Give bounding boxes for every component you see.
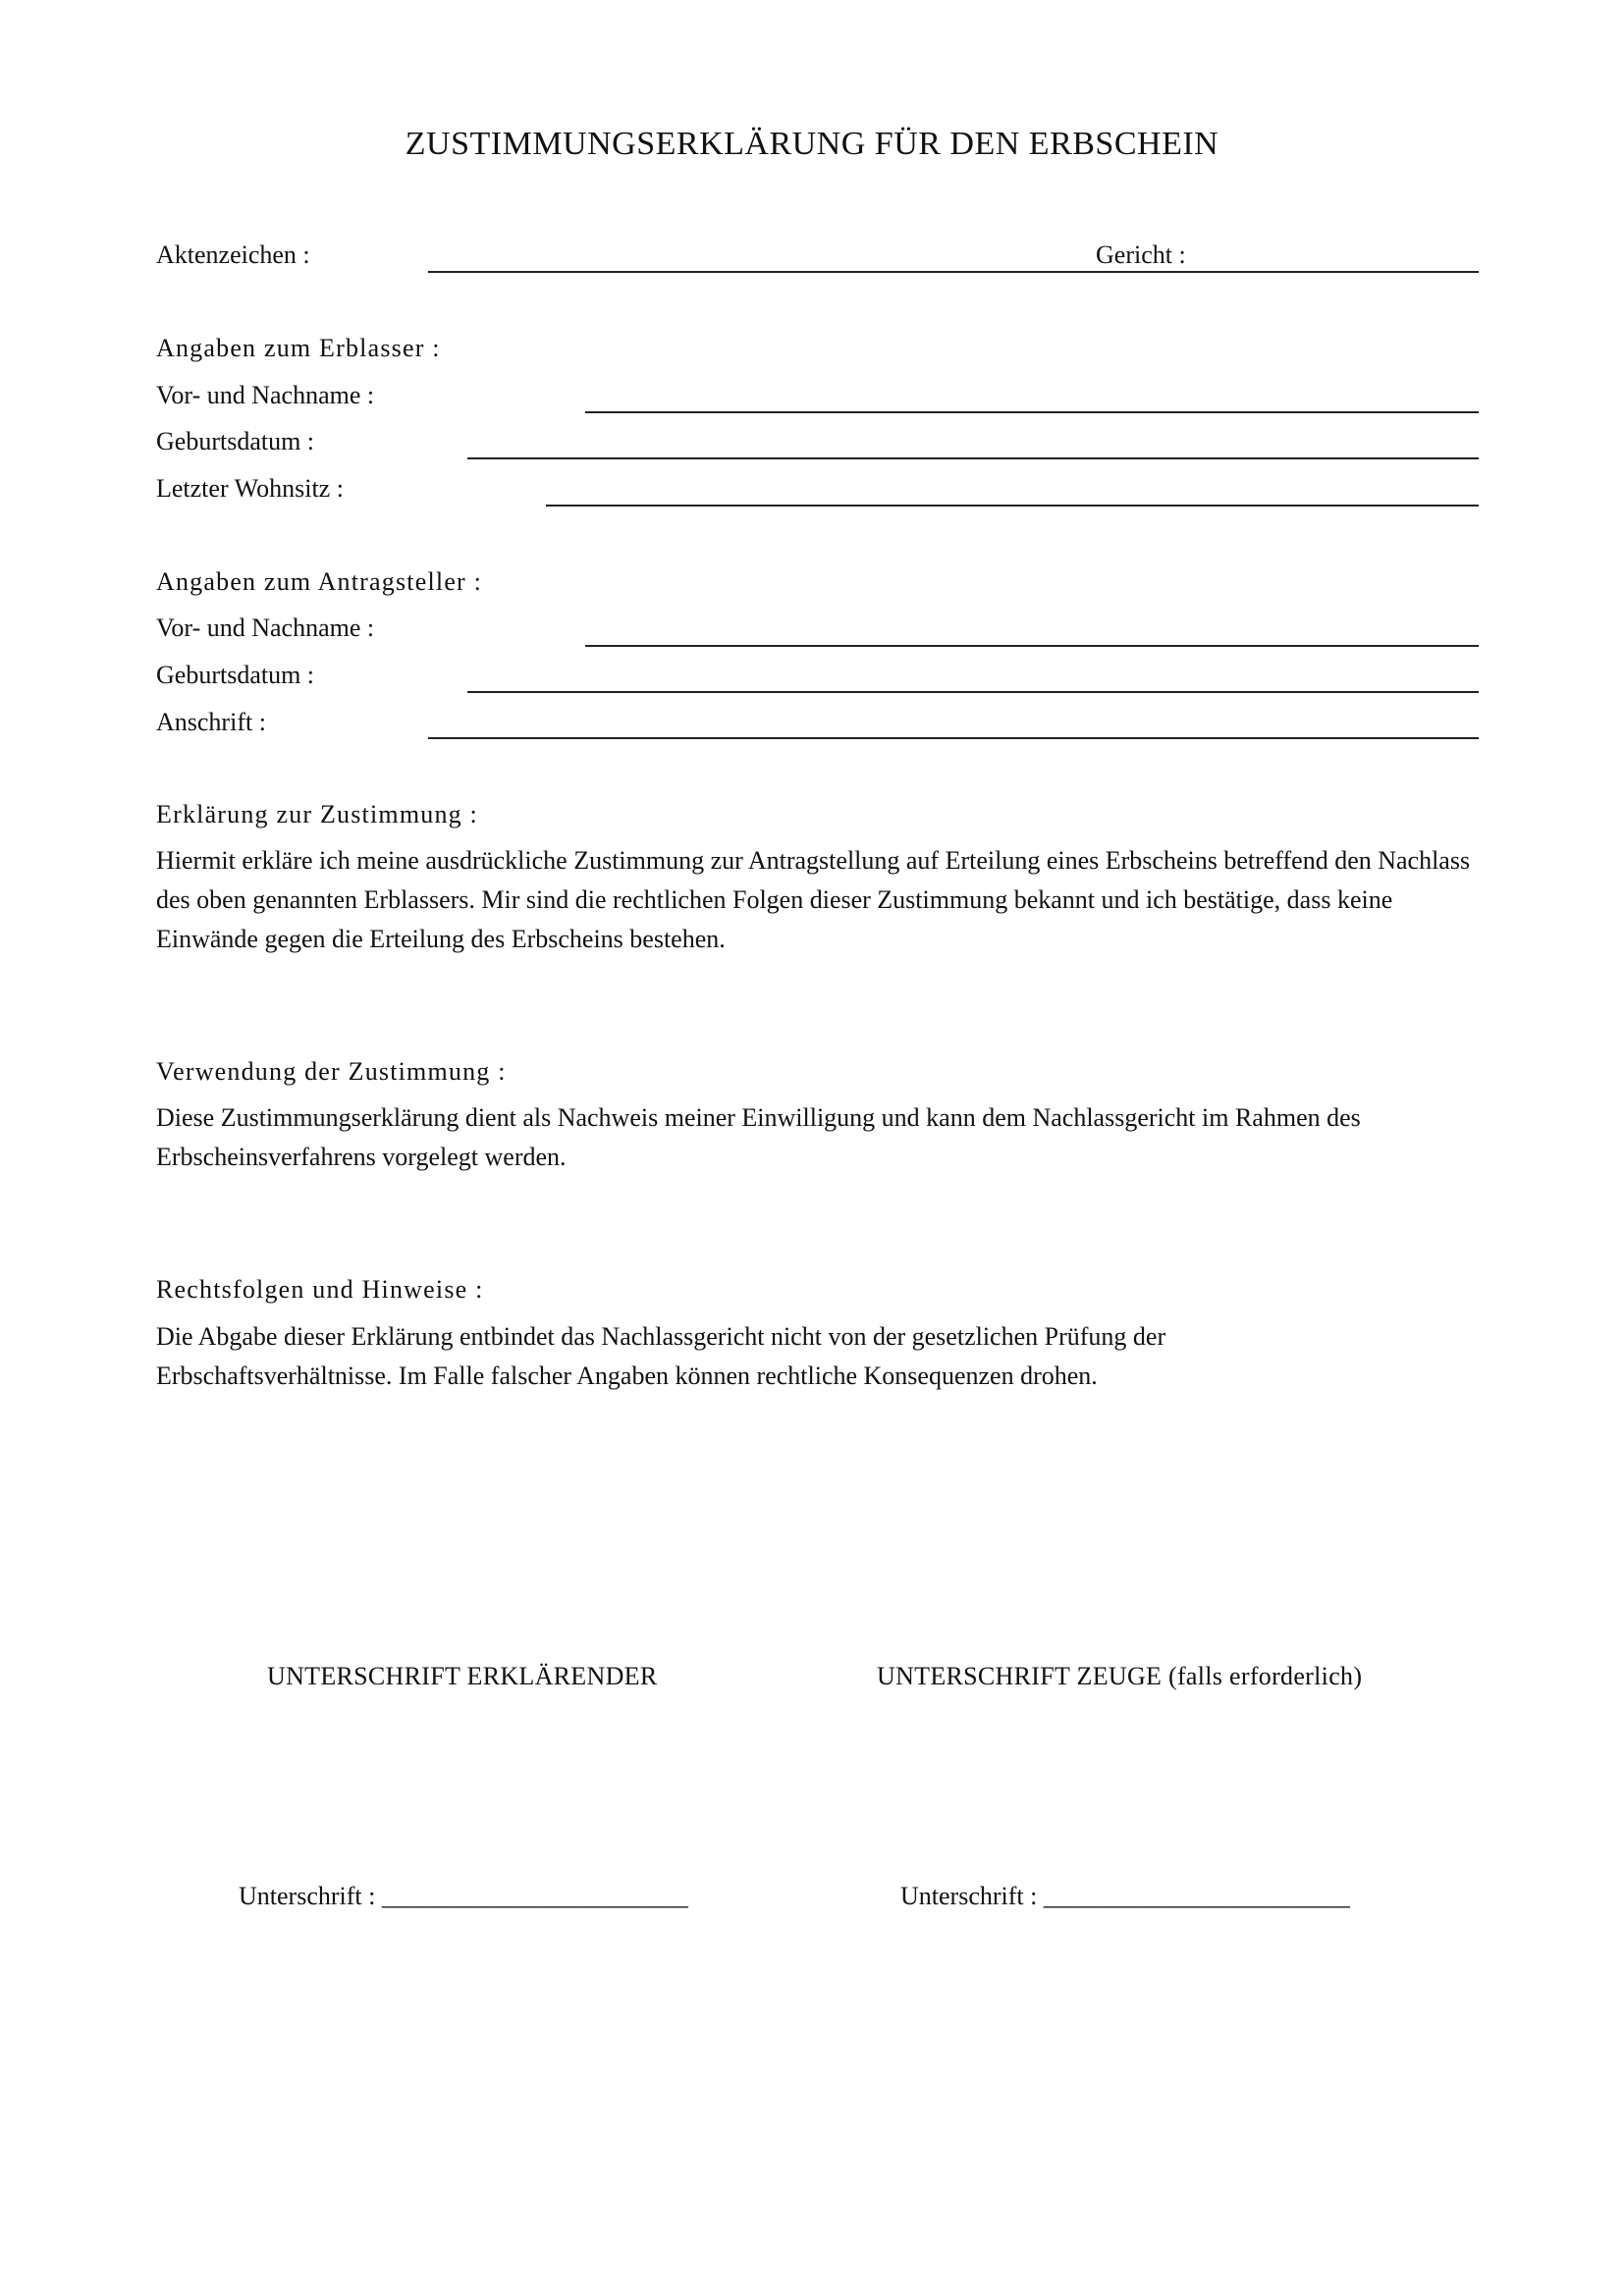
signature-right-field[interactable]: Unterschrift : ________________________: [900, 1882, 1350, 1910]
zustimmung-text: Hiermit erkläre ich meine ausdrückliche Zustimmung zur Antragstellung auf Erteilung eines Erbscheins betreffend den Nachlass des oben genannten Erblassers. Mir sind die rechtlichen Folgen dieser Zustimmung bekannt und ich bestätige, dass keine Einwände gegen die Erteilung des Erbscheins bestehen.: [156, 846, 1471, 953]
erblasser-name-label: Vor- und Nachname :: [156, 381, 375, 409]
erblasser-geburtsdatum-label: Geburtsdatum :: [156, 427, 315, 455]
zustimmung-heading: Erklärung zur Zustimmung :: [156, 800, 478, 828]
document-title: ZUSTIMMUNGSERKLÄRUNG FÜR DEN ERBSCHEIN: [405, 126, 1219, 162]
rechtsfolgen-text: Die Abgabe dieser Erklärung entbindet das Nachlassgericht nicht von der gesetzlichen Prüfung der Erbschaftsverhältnisse. Im Falle falscher Angaben können rechtliche Konsequenzen drohen.: [156, 1322, 1166, 1390]
erblasser-wohnsitz-field-line[interactable]: [546, 505, 1479, 507]
aktenzeichen-label: Aktenzeichen :: [156, 240, 310, 269]
erblasser-name-field-line[interactable]: [585, 411, 1479, 413]
erblasser-geburtsdatum-field-line[interactable]: [467, 457, 1479, 459]
antragsteller-geburtsdatum-label: Geburtsdatum :: [156, 661, 315, 689]
verwendung-text: Diese Zustimmungserklärung dient als Nachweis meiner Einwilligung und kann dem Nachlassgericht im Rahmen des Erbscheinsverfahrens vorgelegt werden.: [156, 1103, 1361, 1171]
gericht-label: Gericht :: [1090, 242, 1192, 268]
antragsteller-heading: Angaben zum Antragsteller :: [156, 567, 483, 596]
aktenzeichen-field-line[interactable]: [428, 271, 1479, 273]
antragsteller-geburtsdatum-field-line[interactable]: [467, 691, 1479, 693]
erblasser-wohnsitz-label: Letzter Wohnsitz :: [156, 474, 344, 503]
antragsteller-anschrift-label: Anschrift :: [156, 708, 266, 736]
rechtsfolgen-heading: Rechtsfolgen und Hinweise :: [156, 1275, 484, 1304]
antragsteller-anschrift-field-line[interactable]: [428, 737, 1479, 739]
verwendung-heading: Verwendung der Zustimmung :: [156, 1057, 507, 1086]
signature-left-field[interactable]: Unterschrift : ________________________: [239, 1882, 688, 1910]
antragsteller-name-field-line[interactable]: [585, 645, 1479, 647]
signature-left-heading: UNTERSCHRIFT ERKLÄRENDER: [267, 1662, 658, 1690]
signature-right-heading: UNTERSCHRIFT ZEUGE (falls erforderlich): [877, 1662, 1363, 1690]
antragsteller-name-label: Vor- und Nachname :: [156, 614, 375, 642]
erblasser-heading: Angaben zum Erblasser :: [156, 334, 441, 362]
